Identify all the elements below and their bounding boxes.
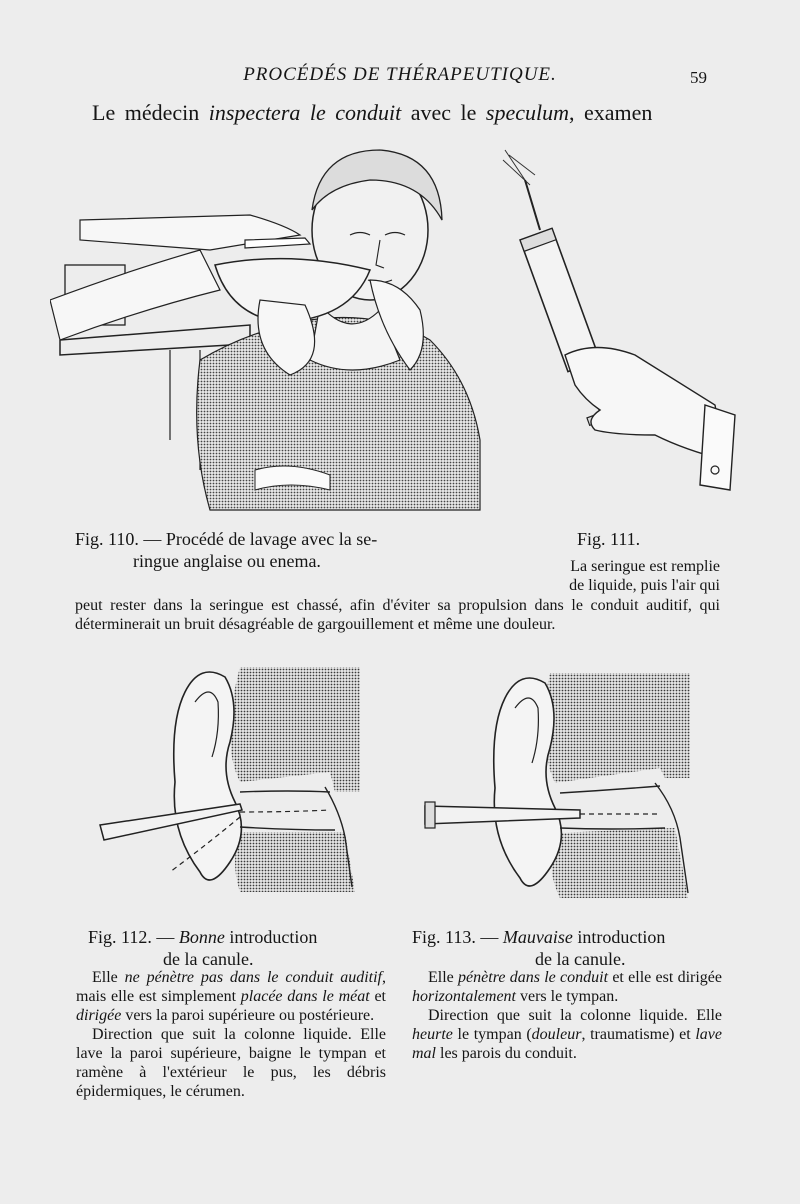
intro-text: Le médecin bbox=[92, 100, 209, 125]
running-header: PROCÉDÉS DE THÉRAPEUTIQUE. bbox=[243, 64, 557, 85]
figure-112-description bbox=[76, 968, 386, 1101]
figure-110-caption bbox=[75, 528, 475, 572]
paragraph bbox=[412, 968, 722, 1006]
text-line: La seringue est remplie bbox=[570, 558, 720, 575]
intro-text: , examen bbox=[569, 100, 653, 125]
caption-line: de la canule. bbox=[535, 949, 626, 969]
paragraph bbox=[76, 968, 386, 1025]
paragraph bbox=[412, 1006, 722, 1063]
paragraph-text: les parois du conduit. bbox=[436, 1045, 577, 1062]
figure-110-illustration bbox=[50, 140, 490, 520]
paragraph-text: vers le tympan. bbox=[516, 988, 619, 1005]
caption-text: introduction bbox=[572, 927, 666, 947]
figure-113-illustration bbox=[420, 668, 710, 908]
paragraph-emphasis: dirigée bbox=[76, 1007, 122, 1024]
paragraph-text: , traumatisme) et bbox=[581, 1026, 696, 1043]
paragraph-emphasis: ne pénètre pas dans le conduit auditif bbox=[124, 969, 382, 986]
paragraph-text: vers la paroi supérieure ou postérieure. bbox=[121, 1007, 375, 1024]
paragraph-text: le tympan ( bbox=[452, 1026, 532, 1043]
figure-111-text bbox=[500, 557, 720, 595]
intro-emphasis: speculum bbox=[485, 100, 570, 125]
caption-line: Fig. 110. — Procédé de lavage avec la se- bbox=[75, 529, 378, 549]
figure-112-illustration bbox=[90, 662, 380, 902]
caption-line: de la canule. bbox=[163, 949, 254, 969]
intro-emphasis: inspectera le conduit bbox=[208, 100, 402, 125]
caption-line bbox=[412, 926, 732, 948]
intro-text: avec le bbox=[401, 100, 486, 125]
caption-line bbox=[88, 926, 388, 948]
caption-emphasis: Bonne bbox=[178, 927, 225, 947]
figure-111-caption: Fig. 111. bbox=[577, 529, 641, 549]
paragraph-text: , mais elle est simplement bbox=[76, 969, 386, 1005]
figure-113-description bbox=[412, 968, 722, 1063]
figure-112-caption bbox=[88, 926, 388, 970]
paragraph-emphasis: douleur bbox=[531, 1026, 582, 1043]
caption-emphasis: Mauvaise bbox=[502, 927, 573, 947]
caption-line: ringue anglaise ou enema. bbox=[133, 551, 321, 571]
intro-line bbox=[92, 100, 652, 126]
paragraph-text: Elle bbox=[92, 969, 125, 986]
paragraph-emphasis: horizontalement bbox=[412, 988, 516, 1005]
paragraph-text: Direction que suit la colonne liquide. Elle bbox=[428, 1007, 722, 1024]
page-number: 59 bbox=[690, 68, 707, 87]
paragraph: Direction que suit la colonne liquide. Elle lave la paroi supérieure, baigne le tympan et ramène à l'extérieur le pus, les débris épidermiques, le cérumen. bbox=[76, 1026, 386, 1100]
text-line: de liquide, puis l'air qui bbox=[569, 577, 720, 594]
paragraph-emphasis: pénètre dans le conduit bbox=[458, 969, 609, 986]
paragraph-text: et bbox=[369, 988, 386, 1005]
paragraph-text: Elle bbox=[428, 969, 459, 986]
caption-text: introduction bbox=[224, 927, 318, 947]
caption-text: Fig. 113. — bbox=[412, 927, 503, 947]
figure-111-text-continued: peut rester dans la seringue est chassé, afin d'éviter sa propulsion dans le conduit auditif, qui déterminerait un bruit désagréable de gargouillement et même une douleur. bbox=[75, 597, 720, 633]
figure-111-illustration bbox=[495, 140, 745, 520]
figure-113-caption bbox=[412, 926, 732, 970]
caption-text: Fig. 112. — bbox=[88, 927, 179, 947]
paragraph-emphasis: heurte bbox=[412, 1026, 453, 1043]
paragraph-emphasis: placée dans le méat bbox=[240, 988, 370, 1005]
paragraph-text: et elle est dirigée bbox=[608, 969, 722, 986]
paragraph-emphasis: lave mal bbox=[412, 1026, 722, 1062]
